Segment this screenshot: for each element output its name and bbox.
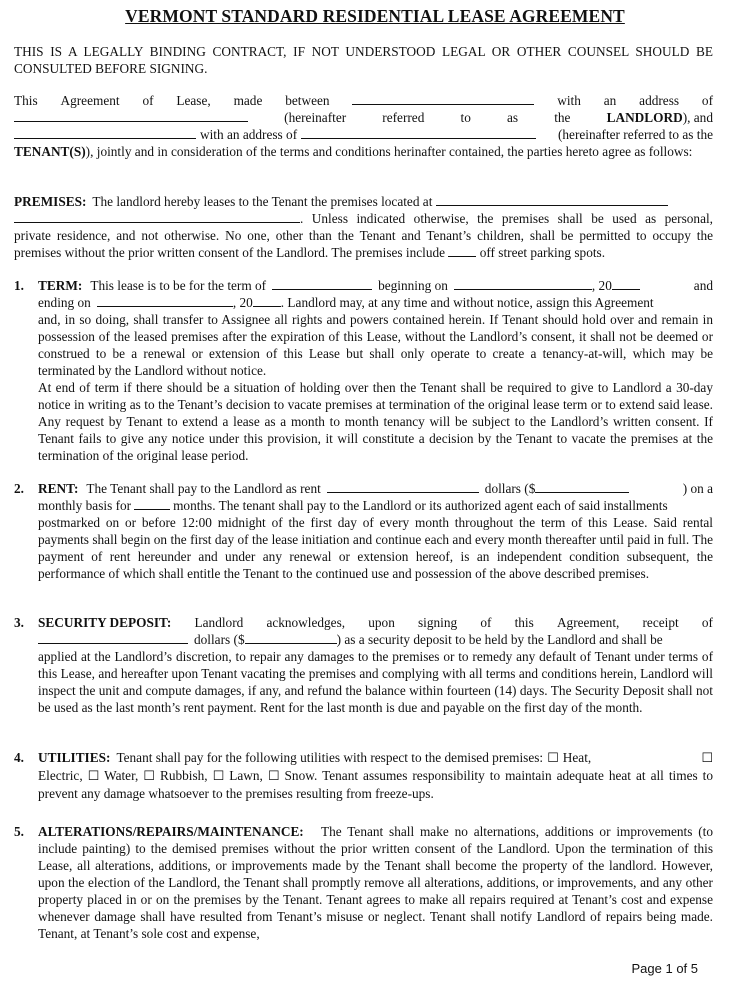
water-checkbox[interactable]: ☐ <box>87 769 100 784</box>
utilities-label: UTILITIES: <box>38 750 111 765</box>
rent-amount-words-blank[interactable] <box>327 480 479 493</box>
utilities-section: UTILITIES: Tenant shall pay for the following utilities with respect to the demised premises: ☐ Heat, ☐ Electric, ☐ Water, ☐ Rubbish, ☐ Lawn, ☐ Snow. Tenant assumes responsibility to maintain adequate heat at all times to prevent any damage whatsoever to the premises resulting from freeze-ups. <box>38 750 714 801</box>
snow-checkbox[interactable]: ☐ <box>267 769 280 784</box>
parties-line-2: (hereinafter referred to as the LANDLORD), and <box>14 109 713 126</box>
rent-label: RENT: <box>38 481 79 496</box>
rent-amount-blank[interactable] <box>535 480 629 493</box>
tenant-address-blank[interactable] <box>301 126 536 139</box>
intro-warning: THIS IS A LEGALLY BINDING CONTRACT, IF NOT UNDERSTOOD LEGAL OR OTHER COUNSEL SHOULD BE CONSULTED BEFORE SIGNING. <box>14 44 713 76</box>
deposit-words-blank[interactable] <box>38 631 188 644</box>
term-length-blank[interactable] <box>272 277 372 290</box>
landlord-name-blank[interactable] <box>352 92 534 105</box>
parties-paragraph <box>14 92 713 160</box>
premises-location-blank-2[interactable] <box>14 210 300 223</box>
deposit-amount-blank[interactable] <box>245 631 337 644</box>
alterations-body: The Tenant shall make no alternations, additions or improvements (to include painting) to the demised premises without the prior written consent of the Landlord. Upon the termination of this Lease, all alterations, additions, or improvements made by the Tenant shall become the property of the landlord. However, upon the election of the Landlord, the Tenant shall promptly remove all alterations, additions, or improvements, and any other property placed in or on the premises by the Tenant. Tenant agrees to make all repairs required at Tenant’s cost and expense whenever damage shall have resulted from Tenant’s misuse or neglect. Tenant shall notify Landlord of repairs being made. Tenant, at Tenant’s sole cost and expense, <box>38 824 713 941</box>
term-start-date-blank[interactable] <box>454 277 592 290</box>
term-end-date-blank[interactable] <box>97 294 233 307</box>
section-number: 2. <box>14 481 24 496</box>
section-number: 3. <box>14 615 24 630</box>
parties-line-1: This Agreement of Lease, made between with an address of <box>14 93 713 108</box>
document-title: VERMONT STANDARD RESIDENTIAL LEASE AGREEMENT <box>125 6 625 26</box>
tenant-name-blank[interactable] <box>14 126 196 139</box>
parking-spots-blank[interactable] <box>448 244 476 257</box>
rubbish-checkbox[interactable]: ☐ <box>143 769 155 784</box>
term-body: and, in so doing, shall transfer to Assignee all rights and powers contained herein. If Tenant should hold over and remain in possession of the leased premises after the expiration of this Lease, without the Landlord’s consent, it shall not be deemed or construed to be a renewal or extension of this Lease but shall only operate to create a tenancy-at-will, which may be terminated by the Landlord without notice. <box>38 312 713 378</box>
heat-checkbox[interactable]: ☐ <box>547 751 559 766</box>
utilities-body: Tenant assumes responsibility to maintain adequate heat at all times to prevent any damage whatsoever to the premises resulting from freeze-ups. <box>38 768 714 801</box>
rent-months-blank[interactable] <box>134 497 170 510</box>
section-number: 5. <box>14 824 24 839</box>
security-deposit-label: SECURITY DEPOSIT: <box>38 615 172 630</box>
parties-line-4: TENANT(S)), jointly and in consideration of the terms and conditions herinafter contained, the parties hereto agree as follows: <box>14 144 693 159</box>
alterations-section <box>38 823 713 942</box>
security-deposit-body: applied at the Landlord’s discretion, to repair any damages to the premises or to remedy any default of Tenant under terms of this Lease, and hereafter upon Tenant vacating the premises and complying with all terms and conditions herein, Landlord will inspect the unit and compute damages, if any, and refund the balance within fourteen (14) days. The Security Deposit shall not be used as the last month’s rent payment. Rent for the last month is due and payable on the first day of the month. <box>38 649 713 715</box>
term-body-holdover: At end of term if there should be a situation of holding over then the Tenant shall be required to give to Landlord a 30-day notice in writing as to the Tenant’s decision to vacate premises at termination of the original lease term or to extend said lease. Any request by Tenant to extend a lease as a month to month tenancy will be subject to the Landlord’s written consent. If Tenant fails to give any notice under this provision, it will constitute a decision by the Tenant to vacate the premises at the termination of the original lease period. <box>38 380 713 463</box>
term-label: TERM: <box>38 278 83 293</box>
term-start-year-blank[interactable] <box>612 277 640 290</box>
alterations-label: ALTERATIONS/REPAIRS/MAINTENANCE: <box>38 824 304 839</box>
landlord-address-blank[interactable] <box>14 109 248 122</box>
section-number: 4. <box>14 750 24 765</box>
premises-location-blank[interactable] <box>436 193 668 206</box>
security-deposit-section: SECURITY DEPOSIT: Landlord acknowledges, upon signing of this Agreement, receipt of dollars ($ ) as a security deposit to be held by the Landlord and shall be applied at the Landlord’s discretion, to repair any damages to the premises or to remedy any default of Tenant under terms of this Lease, and hereafter upon Tenant vacating the premises and complying with all terms and conditions herein, Landlord will inspect the unit and compute damages, if any, and refund the balance within fourteen (14) days. The Security Deposit shall not be used as the last month’s rent payment. Rent for the last month is due and payable on the first day of the month. <box>38 615 713 715</box>
rent-section: RENT: The Tenant shall pay to the Landlord as rent dollars ($ ) on a monthly basis for months. The tenant shall pay to the Landlord or its authorized agent each of said installments postmarked on or before 12:00 midnight of the first day of every month throughout the term of this Lease. Said rental payments shall begin on the first day of the lease initiation and continue each and every month thereafter until paid in full. The payment of rent hereunder and under any renewal or extension hereof, is an independent condition subsequent, the performance of which shall entitle the Tenant to the continued use and possession of the above described premises. <box>38 481 713 581</box>
premises-label: PREMISES: <box>14 194 87 209</box>
section-number: 1. <box>14 278 24 293</box>
page-number: Page 1 of 5 <box>631 961 698 976</box>
premises-paragraph: PREMISES: The landlord hereby leases to the Tenant the premises located at . Unless indicated otherwise, the premises shall be used as personal, private residence, and not otherwise. No one, other than the Tenant and Tenant’s children, shall be permitted to occupy the premises without the prior written consent of the Landlord. The premises include off street parking spots. <box>14 194 713 260</box>
term-section: TERM: This lease is to be for the term of beginning on , 20 and ending on , 20 . Landlord may, at any time and without notice, assign this Agreement and, in so doing, shall transfer to Assignee all rights and powers contained herein. If Tenant should hold over and remain in possession of the leased premises after the expiration of this Lease, without the Landlord’s consent, it shall not be deemed or construed to be a renewal or extension of this Lease but shall only operate to create a tenancy-at-will, which may be terminated by the Landlord without notice. At end of term if there should be a situation of holding over then the Tenant shall be required to give to Landlord a 30-day notice in writing as to the Tenant’s decision to vacate premises at termination of the original lease term or to extend said lease. Any request by Tenant to extend a lease as a month to month tenancy will be subject to the Landlord’s written consent. If Tenant fails to give any notice under this provision, it will constitute a decision by the Tenant to vacate the premises at the termination of the original lease period. <box>38 278 713 463</box>
lawn-checkbox[interactable]: ☐ <box>212 769 225 784</box>
rent-body: postmarked on or before 12:00 midnight of the first day of every month throughout the term of this Lease. Said rental payments shall begin on the first day of the lease initiation and continue each and every month thereafter until paid in full. The payment of rent hereunder and under any renewal or extension hereof, is an independent condition subsequent, the performance of which shall entitle the Tenant to the continued use and possession of the above described premises. <box>38 515 713 581</box>
electric-checkbox[interactable]: ☐ <box>701 751 713 766</box>
parties-line-3: with an address of (hereinafter referred to as the <box>14 126 713 143</box>
term-end-year-blank[interactable] <box>253 294 281 307</box>
